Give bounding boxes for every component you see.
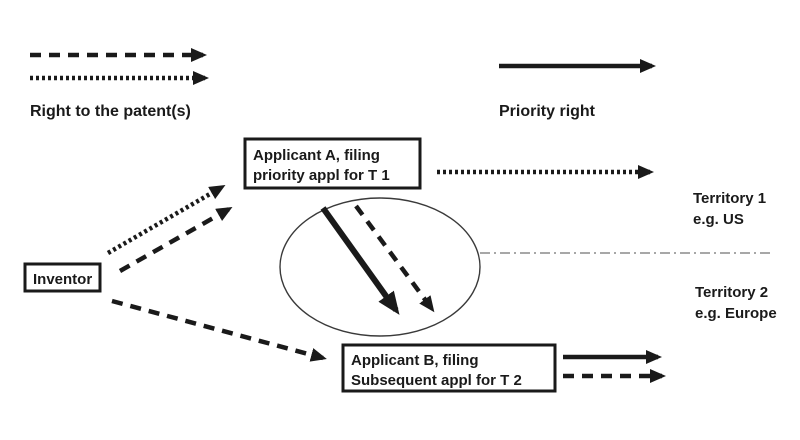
rights-transfer-ellipse — [280, 198, 480, 336]
applicant-a-label-line1: Applicant A, filing — [253, 147, 380, 164]
legend-right-to-patents-label: Right to the patent(s) — [30, 103, 191, 120]
applicant-a-label-line2: priority appl for T 1 — [253, 167, 390, 184]
patent-right-transfer-arrow — [356, 206, 432, 309]
territory2-name: Territory 2 — [695, 284, 769, 301]
inventor-label: Inventor — [33, 271, 93, 288]
territory1-name: Territory 1 — [693, 190, 767, 207]
territory1-example: e.g. US — [693, 211, 744, 228]
applicant-b-label-line2: Subsequent appl for T 2 — [351, 372, 522, 389]
territory2-example: e.g. Europe — [695, 305, 777, 322]
inventor-to-applicant-b-dashed-arrow — [112, 301, 323, 358]
inventor-node — [25, 264, 100, 291]
inventor-to-applicant-a-dashed-arrow — [120, 209, 229, 271]
applicant-b-node — [343, 345, 555, 391]
applicant-b-label-line1: Applicant B, filing — [351, 352, 479, 369]
inventor-to-applicant-a-dotted-arrow — [108, 187, 222, 253]
applicant-a-node — [245, 139, 420, 188]
priority-right-transfer-arrow — [323, 208, 396, 310]
legend-priority-right-label: Priority right — [499, 103, 596, 120]
